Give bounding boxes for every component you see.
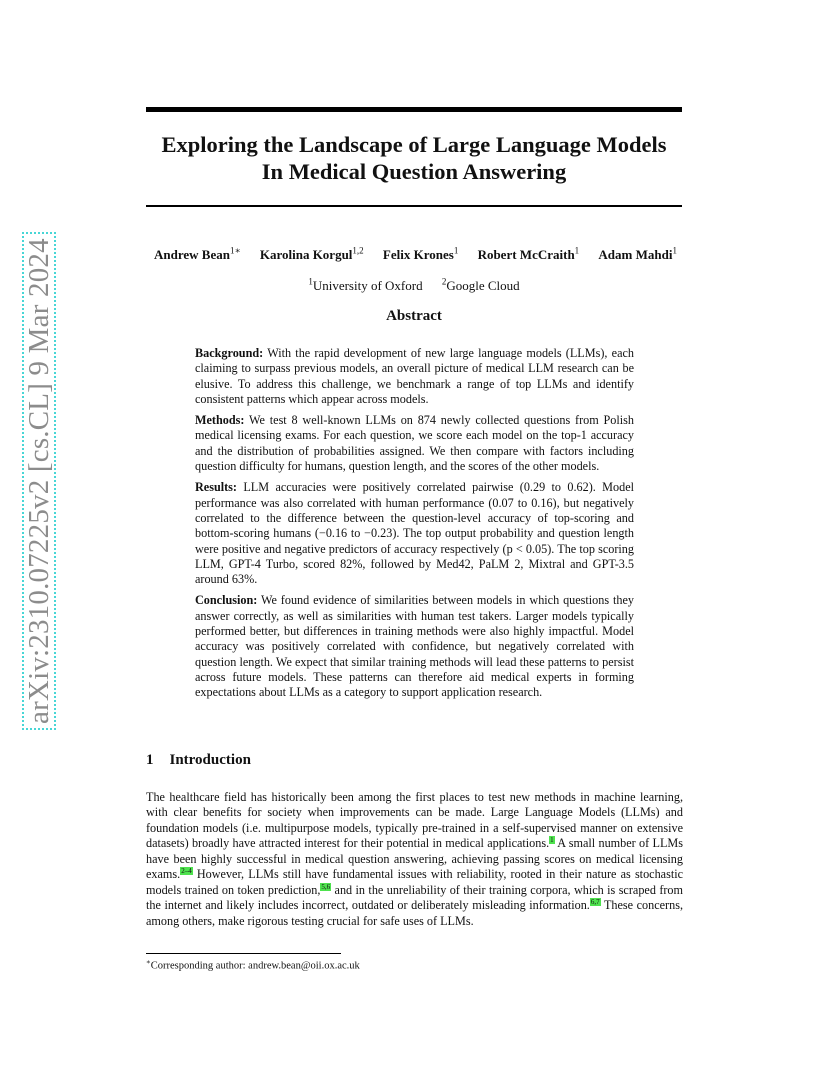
- title-bottom-rule: [146, 205, 682, 207]
- abstract-paragraph: Background: With the rapid development of new large language models (LLMs), each claiming to surpass previous models, an overall picture of medical LLM research can be elusive. To address this challenge, we benchmark a range of top LLMs and identify consistent patterns which appear across models.: [195, 346, 634, 406]
- paper-title: [146, 131, 682, 185]
- title-line-2: In Medical Question Answering: [261, 159, 567, 184]
- section-title: Introduction: [169, 752, 251, 768]
- author: Andrew Bean$^{1∗}$: [154, 246, 241, 263]
- title-top-rule: [146, 107, 682, 112]
- abstract-heading: Abstract: [386, 308, 442, 324]
- intro-paragraph: The healthcare field has historically been among the first places to test new methods in machine learning, with clear benefits for society when improvements can be made. Large Language Models (LLMs) and foundation models (i.e. multipurpose models, typically pre-trained in a self-supervised manner on extensive datasets) broadly have attracted interest for their potential in medical applications.1 A small number of LLMs have been highly successful in medical question answering, achieving passing scores on medical licensing exams.2–4 However, LLMs still have fundamental issues with reliability, rooted in their nature as stochastic models trained on token prediction,5,6 and in the unreliability of their training corpora, which is scraped from the internet and likely includes incorrect, outdated or deliberately misleading information.6,7 These concerns, among others, make rigorous testing crucial for safe uses of LLMs.: [146, 790, 684, 928]
- abstract-paragraph: Methods: We test 8 well-known LLMs on 874 newly collected questions from Polish medical licensing exams. For each question, we score each model on the top-1 accuracy and the distribution of probabilities assigned. We then compare with factors including question difficulty for humans, question length, and the scores of the other models.: [195, 413, 634, 474]
- citation-link[interactable]: 1: [550, 836, 554, 845]
- author-list: [146, 242, 682, 264]
- citation-link[interactable]: 2–4: [181, 867, 192, 876]
- abstract-paragraph: Results: LLM accuracies were positively correlated pairwise (0.29 to 0.62). Model performance was also correlated with human performance (0.07 to 0.16), but negatively correlated to the difference between the question-level accuracy of top-scoring and bottom-scoring humans (−0.16 to −0.23). The top output probability and question length were positive and negative predictors of accuracy respectively (p < 0.05). The top scoring LLM, GPT-4 Turbo, scored 82%, followed by Med42, PaLM 2, Mixtral and GPT-3.5 around 63%.: [195, 480, 634, 587]
- author: Felix Krones$^1$: [382, 246, 459, 263]
- arxiv-stamp[interactable]: arXiv:2310.07225v2 [cs.CL] 9 Mar 2024: [22, 232, 56, 730]
- footnote: ∗Corresponding author: andrew.bean@oii.ox.ac.uk: [146, 958, 360, 972]
- author: Robert McCraith$^1$: [477, 246, 580, 263]
- abstract-body: [195, 346, 634, 707]
- affiliation: $^1$University of Oxford: [308, 277, 423, 294]
- affiliations: [146, 273, 682, 295]
- section-heading: [146, 752, 251, 769]
- author: Karolina Korgul$^{1,2}$: [259, 246, 364, 263]
- footnote-rule: [146, 953, 341, 954]
- author: Adam Mahdi$^1$: [598, 246, 677, 263]
- abstract-paragraph: Conclusion: We found evidence of similarities between models in which questions they answer correctly, as well as similarities with human test takers. Larger models typically performed better, but differences in training methods were also highly impactful. Model accuracy was positively correlated with confidence, but negatively correlated with question length. We expect that similar training methods will lead these patterns to persist across future models. These patterns can therefore aid medical experts in forming expectations about LLMs as a category to support application research.: [195, 593, 634, 700]
- citation-link[interactable]: 6,7: [590, 898, 600, 907]
- section-number: 1: [146, 752, 154, 768]
- title-line-1: Exploring the Landscape of Large Language Models: [161, 132, 667, 157]
- affiliation: $^2$Google Cloud: [441, 277, 520, 294]
- citation-link[interactable]: 5,6: [321, 882, 331, 891]
